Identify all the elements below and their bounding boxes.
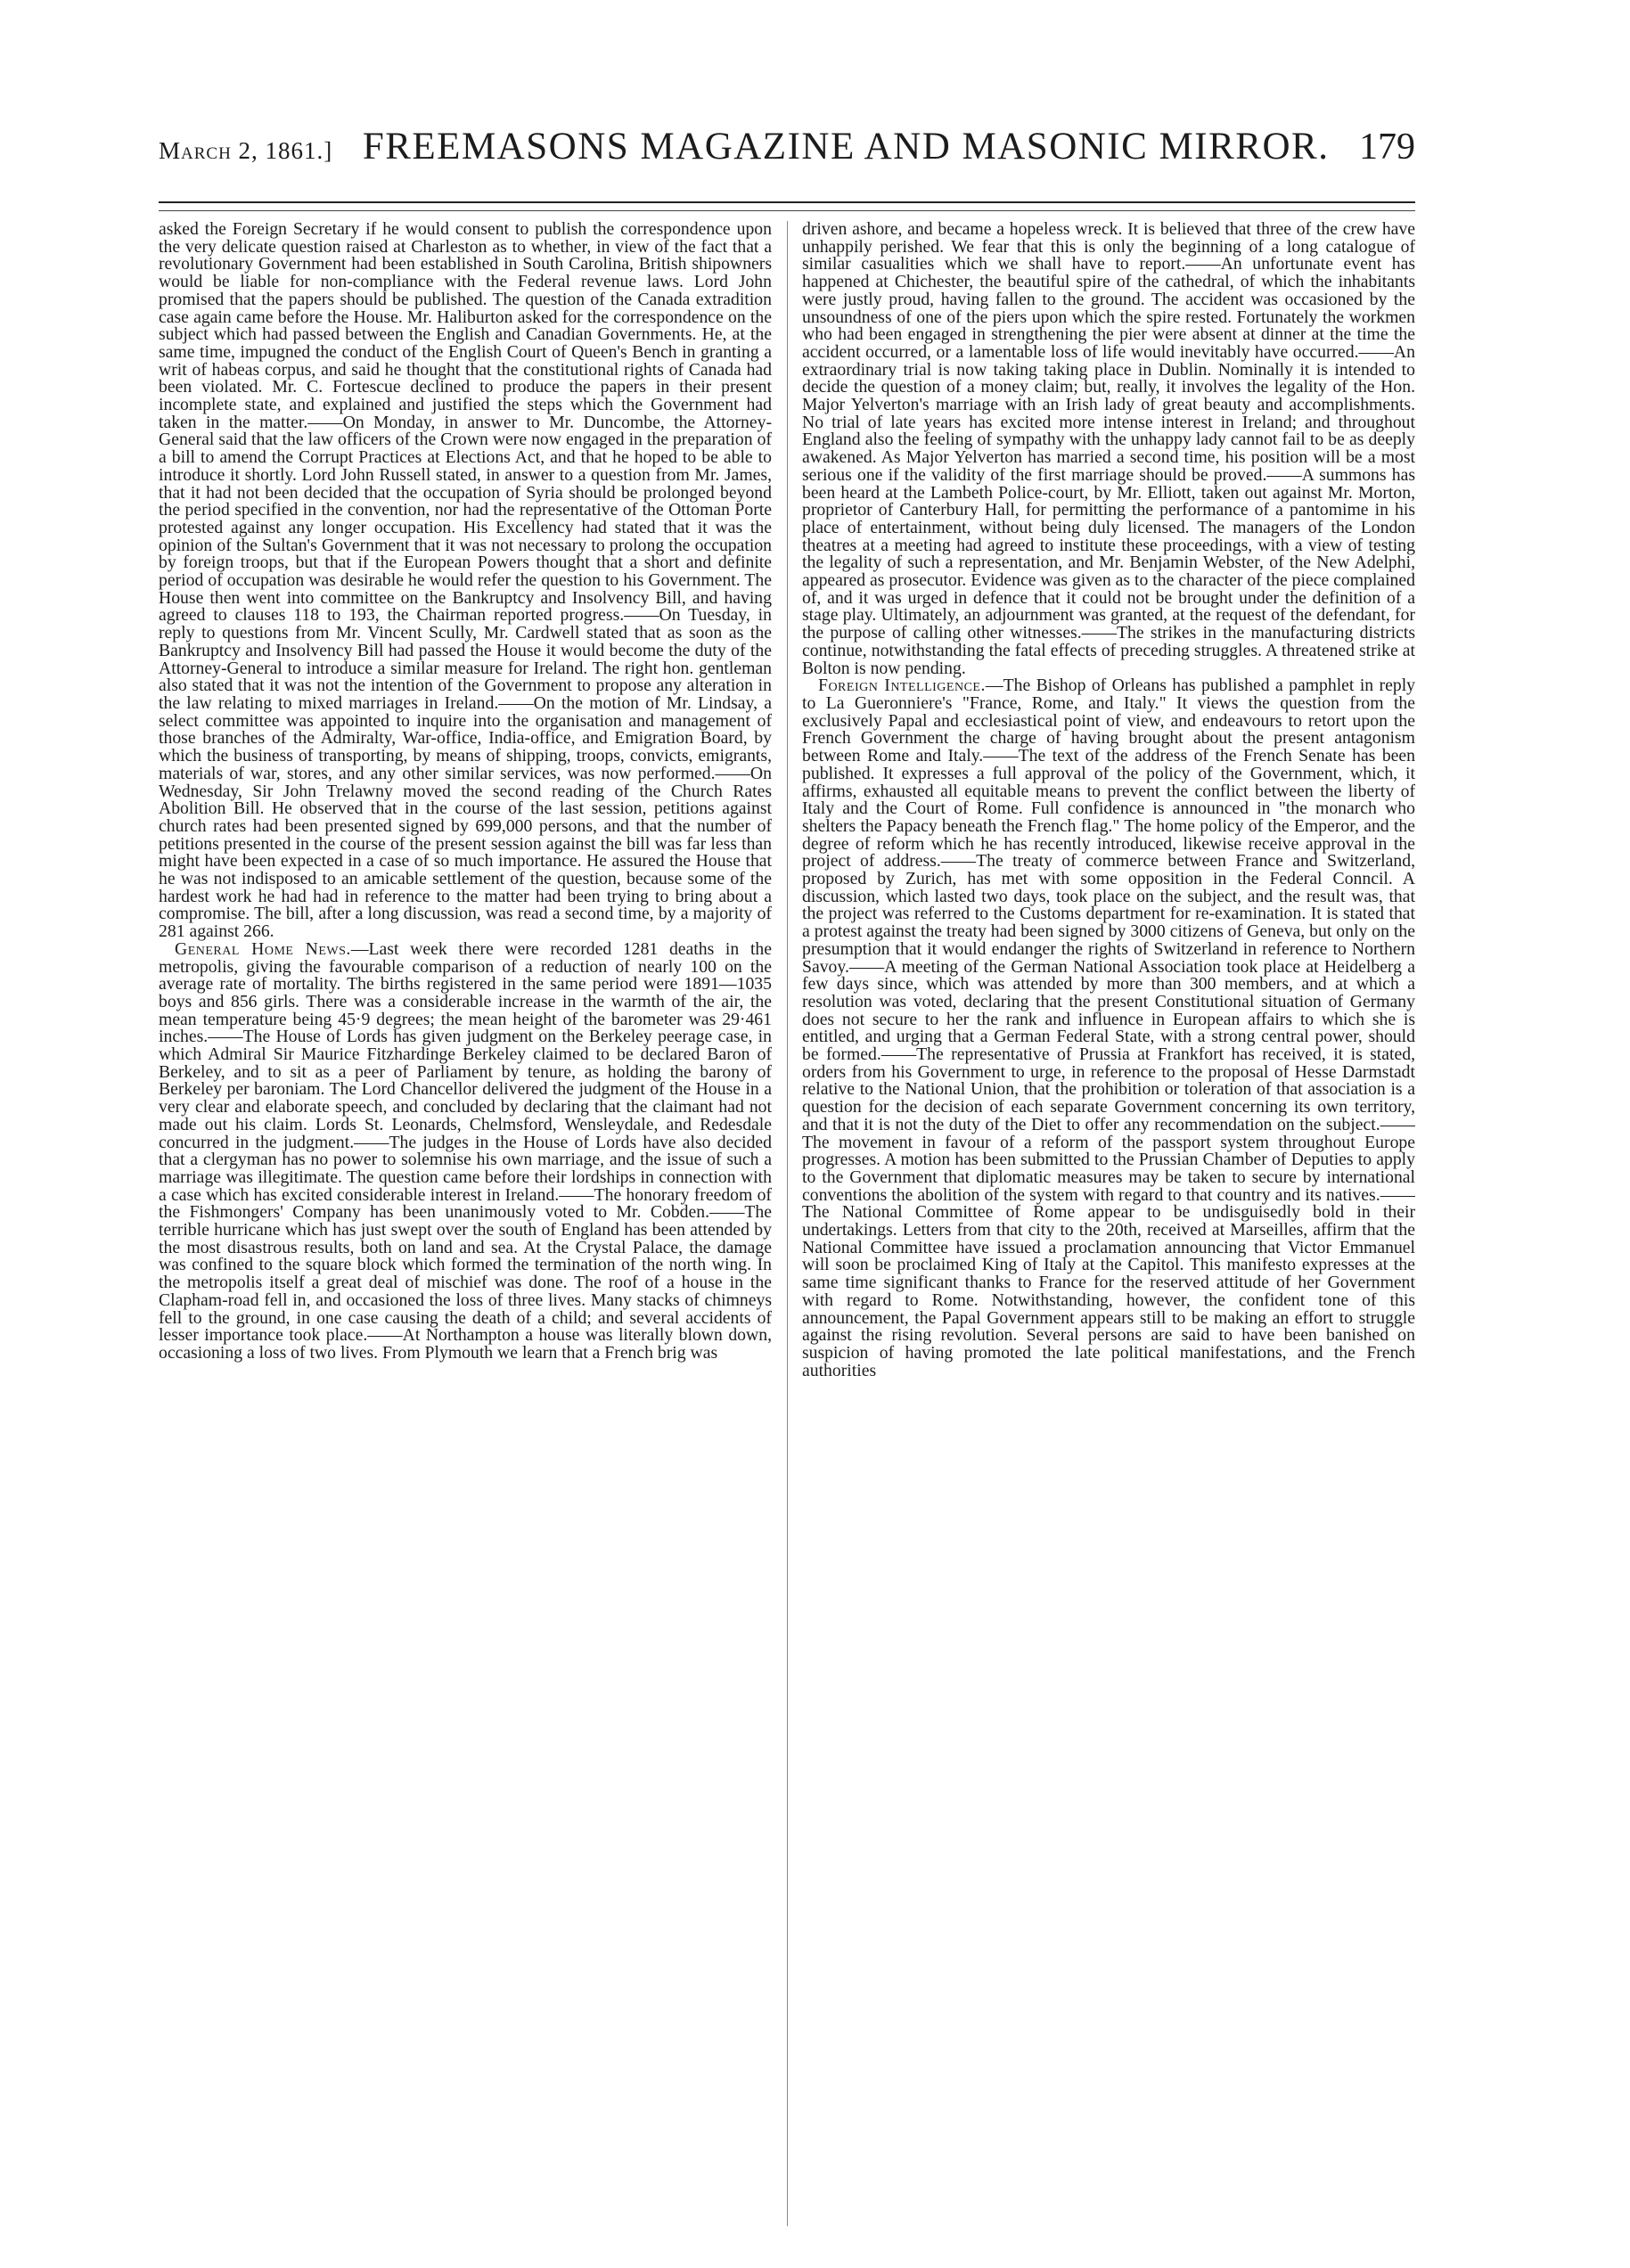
section-heading-home-news: General Home News. <box>175 938 351 959</box>
parliament-paragraph: asked the Foreign Secretary if he would consent to publish the correspondence upon the very delicate question raised at Charleston as to whether, in view of the fact that a revolutionary Government had been established in South Carolina, British shipowners would be liable for non-compliance with the Federal revenue laws. Lord John promised that the papers should be published. The question of the Canada extradition case again came before the House. Mr. Haliburton asked for the correspondence on the subject which had passed between the English and Canadian Governments. He, at the same time, impugned the conduct of the English Court of Queen's Bench in granting a writ of habeas corpus, and said he thought that the constitutional rights of Canada had been violated. Mr. C. Fortescue declined to produce the papers in their present incomplete state, and explained and justified the steps which the Government had taken in the matter.——On Monday, in answer to Mr. Duncombe, the Attorney-General said that the law officers of the Crown were now engaged in the preparation of a bill to amend the Corrupt Practices at Elections Act, and that he hoped to be able to introduce it shortly. Lord John Russell stated, in answer to a question from Mr. James, that it had not been decided that the occupation of Syria should be prolonged beyond the period specified in the convention, nor had the representative of the Ottoman Porte protested against any longer occupation. His Excellency had stated that it was the opinion of the Sultan's Government that it was not necessary to prolong the occupation by foreign troops, but that if the European Powers thought that a short and definite period of occupation was desirable he would refer the question to his Government. The House then went into committee on the Bankruptcy and Insolvency Bill, and having agreed to clauses 118 to 193, the Chairman reported progress.——On Tuesday, in reply to questions from Mr. Vincent Scully, Mr. Cardwell stated that as soon as the Bankruptcy and Insolvency Bill had passed the House it would become the duty of the Attorney-General to introduce a similar measure for Ireland. The right hon. gentleman also stated that it was not the intention of the Government to propose any alteration in the law relating to mixed marriages in Ireland.——On the motion of Mr. Lindsay, a select committee was appointed to inquire into the organisation and management of those branches of the Admiralty, War-office, India-office, and Emigration Board, by which the business of transporting, by means of shipping, troops, convicts, emigrants, materials of war, stores, and any other similar services, was now performed.——On Wednesday, Sir John Trelawny moved the second reading of the Church Rates Abolition Bill. He observed that in the course of the last session, petitions against church rates had been presented signed by 699,000 persons, and that the number of petitions presented in the course of the present session against the bill was far less than might have been expected in a case of so much importance. He assured the House that he was not indisposed to an amicable settlement of the question, because some of the hardest work he had had in reference to the matter had been trying to bring about a compromise. The bill, after a long discussion, was read a second time, by a majority of 281 against 266. <box>159 221 772 942</box>
section-heading-foreign-intelligence: Foreign Intelligence. <box>818 675 986 696</box>
foreign-intelligence-paragraph <box>802 677 1415 1380</box>
article-columns <box>159 221 1415 2226</box>
foreign-intelligence-text: —The Bishop of Orleans has published a pamphlet in reply to La Gueronniere's "France, Rome, and Italy." It views the question from the exclusively Papal and ecclesiastical point of view, and endeavours to retort upon the French Government the charge of having brought about the present antagonism between Rome and Italy.——The text of the address of the French Senate has been published. It expresses a full approval of the policy of the Government, which, it affirms, exhausted all equitable means to prevent the conflict between the liberty of Italy and the Court of Rome. Full confidence is announced in "the monarch who shelters the Papacy beneath the French flag." The home policy of the Emperor, and the degree of reform which he has recently introduced, likewise receive approval in the project of address.——The treaty of commerce between France and Switzerland, proposed by Zurich, has met with some opposition in the Federal Conncil. A discussion, which lasted two days, took place on the subject, and the result was, that the project was referred to the Customs department for re-examination. It is stated that a protest against the treaty had been signed by 3000 citizens of Geneva, but only on the presumption that it would endanger the rights of Switzerland in reference to Northern Savoy.——A meeting of the German National Association took place at Heidelberg a few days since, which was attended by more than 300 members, and at which a resolution was voted, declaring that the present Constitutional situation of Germany does not secure to her the rank and influence in European affairs to which she is entitled, and urging that a German Federal State, with a strong central power, should be formed.——The representative of Prussia at Frankfort has received, it is stated, orders from his Government to urge, in reference to the proposal of Hesse Darmstadt relative to the National Union, that the prohibition or toleration of that association is a question for the decision of each separate Government concerning its own territory, and that it is not the duty of the Diet to offer any recommendation on the subject.——The movement in favour of a reform of the passport system throughout Europe progresses. A motion has been submitted to the Prussian Chamber of Deputies to apply to the Government that diplomatic measures may be taken to secure by international conventions the abolition of the system with regard to that country and its natives.——The National Committee of Rome appear to be undisguisedly bold in their undertakings. Letters from that city to the 20th, received at Marseilles, affirm that the National Committee have issued a proclamation announcing that Victor Emmanuel will soon be proclaimed King of Italy at the Capitol. This manifesto expresses at the same time significant thanks to France for the reserved attitude of her Government with regard to Rome. Notwithstanding, however, the confident tone of this announcement, the Papal Government appears still to be making an effort to struggle against the rising revolution. Several persons are said to have been banished on suspicion of having promoted the late political manifestations, and the French authorities <box>802 675 1415 1380</box>
home-news-text: —Last week there were recorded 1281 deaths in the metropolis, giving the favourable comparison of a reduction of nearly 100 on the average rate of mortality. The births registered in the same period were 1891—1035 boys and 856 girls. There was a considerable increase in the warmth of the air, the mean temperature being 45·9 degrees; the mean height of the barometer was 29·461 inches.——The House of Lords has given judgment on the Berkeley peerage case, in which Admiral Sir Maurice Fitzhardinge Berkeley claimed to be declared Baron of Berkeley, and to sit as a peer of Parliament by tenure, as holding the barony of Berkeley per baroniam. The Lord Chancellor delivered the judgment of the House in a very clear and elaborate speech, and concluded by declaring that the claimant had not made out his claim. Lords St. Leonards, Chelmsford, Wensleydale, and Redesdale concurred in the judgment.——The judges in the House of Lords have also decided that a clergyman has no power to solemnise his own marriage, and the issue of such a marriage was illegitimate. The question came before their lordships in connection with a case which has excited considerable interest in Ireland.——The honorary freedom of the Fishmongers' Company has been unanimously voted to Mr. Cobden.——The terrible hurricane which has just swept over the south of England has been attended by the most disastrous results, both on land and sea. At the Crystal Palace, the damage was confined to the square block which formed the termination of the north wing. In the metropolis itself a great deal of mischief was done. The roof of a house in the Clapham-road fell in, and occasioned the loss of three lives. Many stacks of chimneys fell to the ground, in one case causing the death of a child; and several accidents of lesser importance took place.——At Northampton a house was literally blown down, occasioning a loss of two lives. From Plymouth we learn that a French brig was <box>159 938 772 1363</box>
page-number: 179 <box>1358 127 1415 168</box>
home-news-paragraph <box>159 938 772 1363</box>
header-rule-thin <box>159 210 1415 211</box>
issue-date: March 2, 1861.] <box>159 137 333 164</box>
right-column <box>802 221 1415 2226</box>
left-column <box>159 221 772 2226</box>
page-header <box>159 125 1415 178</box>
home-news-continued-paragraph: driven ashore, and became a hopeless wreck. It is believed that three of the crew have unhappily perished. We fear that this is only the beginning of a long catalogue of similar casualities which we shall have to report.——An unfortunate event has happened at Chichester, the beautiful spire of the cathedral, of which the inhabitants were justly proud, having fallen to the ground. The accident was occasioned by the unsoundness of one of the piers upon which the spire rested. Fortunately the workmen who had been engaged in strengthening the pier were absent at dinner at the time the accident occurred, or a lamentable loss of life would inevitably have occurred.——An extraordinary trial is now taking taking place in Dublin. Nominally it is intended to decide the question of a money claim; but, really, it involves the legality of the Hon. Major Yelverton's marriage with an Irish lady of great beauty and accomplishments. No trial of late years has excited more intense interest in Ireland; and throughout England also the feeling of sympathy with the unhappy lady cannot fail to be as deeply awakened. As Major Yelverton has married a second time, his position will be a most serious one if the validity of the first marriage should be proved.——A summons has been heard at the Lambeth Police-court, by Mr. Elliott, taken out against Mr. Morton, proprietor of Canterbury Hall, for permitting the performance of a pantomime in his place of entertainment, without being duly licensed. The managers of the London theatres at a meeting had agreed to institute these proceedings, with a view of testing the legality of such a representation, and Mr. Benjamin Webster, of the New Adelphi, appeared as prosecutor. Evidence was given as to the character of the piece complained of, and it was urged in defence that it could not be brought under the definition of a stage play. Ultimately, an adjournment was granted, at the request of the defendant, for the purpose of calling other witnesses.——The strikes in the manufacturing districts continue, notwithstanding the fatal effects of preceding struggles. A threatened strike at Bolton is now pending. <box>802 221 1415 678</box>
publication-title: FREEMASONS MAGAZINE AND MASONIC MIRROR. <box>362 126 1330 168</box>
header-rule-thick <box>159 201 1415 203</box>
column-divider <box>787 221 788 2226</box>
